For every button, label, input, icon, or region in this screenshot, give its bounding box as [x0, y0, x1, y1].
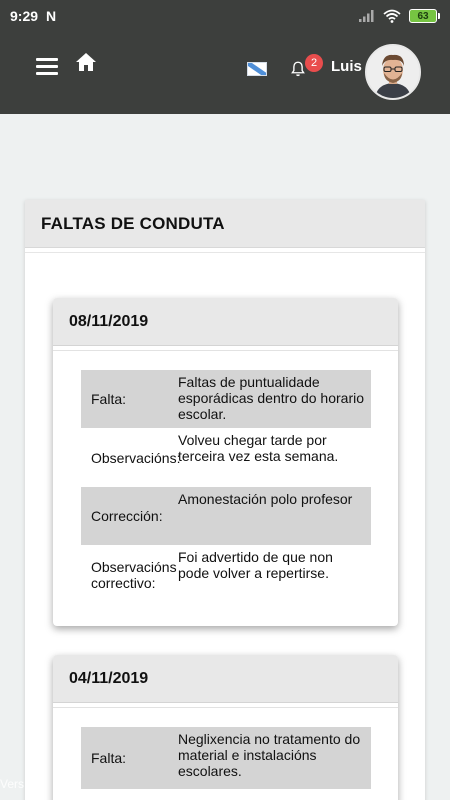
signal-icon — [359, 10, 375, 22]
galicia-flag-icon[interactable] — [247, 62, 267, 76]
row-value: Foi advertido de que non pode volver a repertirse. — [178, 549, 333, 581]
row-value: Neglixencia no tratamento do material e instalacións escolares. — [178, 731, 361, 779]
incident-row — [81, 727, 371, 789]
row-label: Corrección: — [91, 508, 163, 524]
incident-card — [53, 655, 398, 800]
status-time: 9:29 — [10, 8, 39, 24]
section-title: FALTAS DE CONDUTA — [41, 214, 225, 233]
conduct-faults-card — [25, 200, 425, 800]
incident-date: 08/11/2019 — [69, 313, 149, 330]
notification-app-icon: N — [46, 8, 57, 24]
status-bar — [0, 0, 450, 32]
notification-count-badge: 2 — [305, 54, 323, 72]
row-label: Falta: — [91, 750, 127, 766]
incident-card — [53, 298, 398, 626]
battery-level: 63 — [409, 9, 437, 23]
incident-row — [81, 428, 371, 487]
avatar-image — [367, 46, 419, 98]
top-navigation-bar — [0, 32, 450, 114]
row-value: Volveu chegar tarde por terceira vez esta semana. — [178, 432, 339, 464]
incident-date: 04/11/2019 — [69, 670, 149, 687]
incident-row — [81, 370, 371, 428]
wifi-icon — [383, 9, 401, 23]
row-label: Observacións: — [91, 449, 181, 466]
user-avatar[interactable] — [365, 44, 421, 100]
incident-header — [53, 655, 398, 703]
hamburger-menu-icon[interactable] — [36, 54, 60, 78]
row-value: Faltas de puntualidade esporádicas dentro do horario escolar. — [178, 374, 365, 422]
incident-header — [53, 298, 398, 346]
row-value: Amonestación polo profesor — [178, 491, 353, 507]
user-name: Luis — [331, 58, 362, 75]
card-header — [25, 200, 425, 248]
version-label: Vers — [0, 777, 25, 791]
notifications-button[interactable] — [289, 57, 318, 80]
incident-row — [81, 545, 371, 604]
battery-icon — [409, 9, 440, 23]
row-label: Observacións correctivo: — [91, 558, 177, 591]
row-label: Falta: — [91, 391, 127, 407]
home-icon[interactable] — [74, 50, 98, 74]
incident-row — [81, 487, 371, 545]
